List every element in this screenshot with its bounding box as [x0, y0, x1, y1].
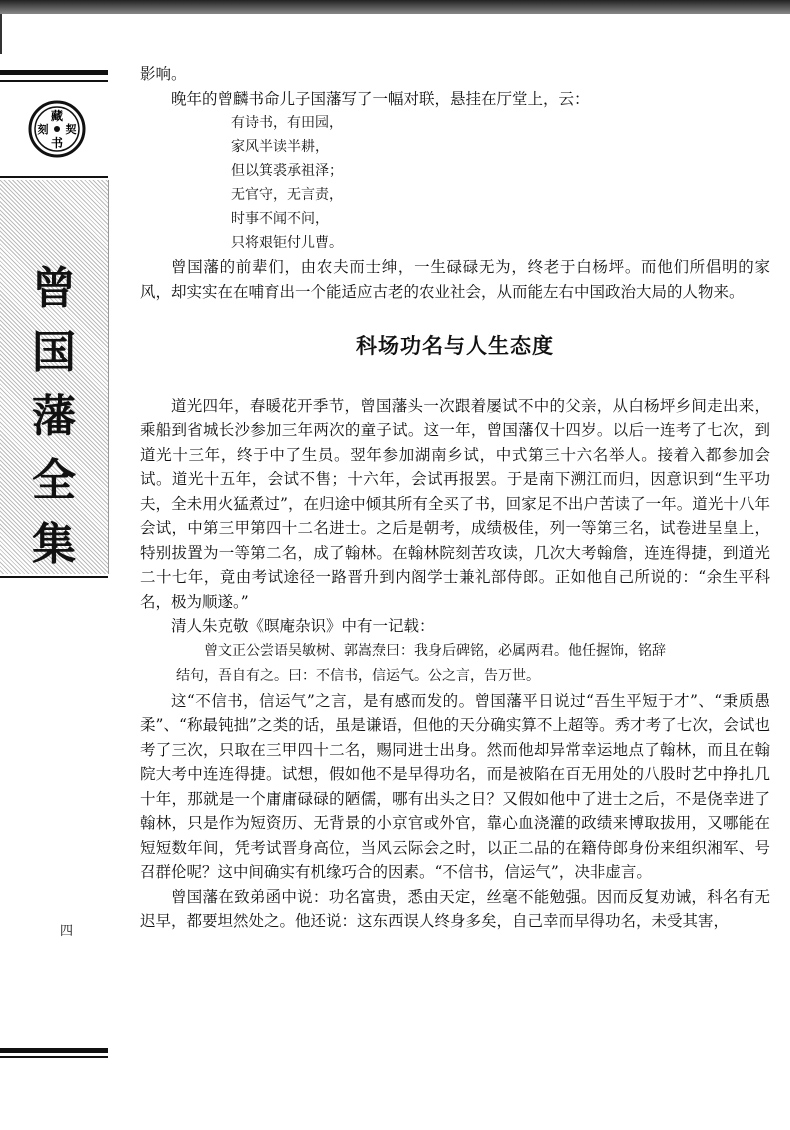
paragraph-1: 晚年的曾麟书命儿子国藩写了一幅对联，悬挂在厅堂上，云： [171, 89, 590, 108]
poem-line-5: 时事不闻不问， [231, 211, 329, 227]
sidebar-band-bottom-thin [0, 1056, 108, 1058]
quote-line-2: 结句，吾自有之。曰：不信书，信运气。公之言，告万世。 [176, 667, 540, 684]
svg-text:藏: 藏 [50, 109, 64, 123]
page-number: 四 [60, 924, 74, 939]
svg-text:契: 契 [65, 123, 77, 136]
sidebar-band-lower [0, 576, 108, 578]
quote-line-1: 曾文正公尝语吴敏树、郭嵩焘曰：我身后碑铭，必属两君。他任握饰，铭辞 [204, 642, 666, 659]
sidebar-band-bottom [0, 1048, 108, 1053]
top-border [0, 0, 790, 14]
page-content [140, 62, 770, 934]
section-title: 科场功名与人生态度 [356, 334, 554, 358]
vertical-title-char-5: 集 [32, 519, 76, 570]
sidebar-band-top-thin [0, 80, 108, 82]
paragraph-4: 清人朱克敬《暝庵杂识》中有一记载： [171, 617, 435, 635]
vertical-title-char-3: 藩 [32, 391, 76, 442]
svg-text:书: 书 [50, 136, 64, 150]
vertical-title-char-2: 国 [32, 327, 76, 378]
poem-line-4: 无官守，无言责， [231, 187, 343, 203]
sidebar [0, 0, 112, 1130]
paragraph-5: 这“不信书，信运气”之言，是有感而发的。曾国藩平日说过“吾生平短于才”、“秉质愚柔”、“称最钝拙”之类的话，虽是谦语，但他的天分确实算不上超等。秀才考了七次，会试也考了三次，只取在三甲四十二名，赐同进士出身。然而他却异常幸运地点了翰林，而且在翰院大考中连连得捷。试想，假如他不是早得功名，而是被陷在百无用处的八股时艺中挣扎几十年，那就是一个庸庸碌碌的陋儒，哪有出头之日？又假如他中了进士之后，不是侥幸进了翰林，只是作为短资历、无背景的小京官或外官，靠心血浇灌的政绩来博取拔用，又哪能在短短数年间，凭考试晋身高位，当风云际会之时，以正二品的在籍侍郎身份来组织湘军、号召群伦呢？这中间确实有机缘巧合的因素。“不信书，信运气”，决非虚言。 [140, 691, 770, 881]
poem-line-6: 只将艰钜付儿曹。 [231, 235, 343, 251]
poem-line-2: 家风半读半耕， [231, 139, 329, 155]
sidebar-band-mid [0, 176, 108, 178]
seal-logo-icon [28, 100, 86, 158]
vertical-title-char-4: 全 [32, 455, 76, 506]
sidebar-rule [0, 14, 2, 54]
poem-line-1: 有诗书，有田园， [231, 115, 343, 131]
paragraph-0: 影响。 [140, 65, 187, 83]
paragraph-6: 曾国藩在致弟函中说：功名富贵，悉由天定，丝毫不能勉强。因而反复劝诫，科名有无迟早，都要坦然处之。他还说：这东西误人终身多矣，自己幸而早得功名，未受其害， [140, 887, 770, 930]
sidebar-band-top [0, 70, 108, 75]
paragraph-2: 曾国藩的前辈们，由农夫而士绅，一生碌碌无为，终老于白杨坪。而他们所倡明的家风，却实实在在哺育出一个能适应古老的农业社会，从而能左右中国政治大局的人物来。 [140, 258, 770, 301]
vertical-title-char-1: 曾 [32, 263, 76, 314]
paragraph-3: 道光四年，春暖花开季节，曾国藩头一次跟着屡试不中的父亲，从白杨坪乡间走出来，乘船到省城长沙参加三年两次的童子试。这一年，曾国藩仅十四岁。以后一连考了七次，到道光十三年，终于中了生员。翌年参加湖南乡试，中式第三十六名举人。接着入都参加会试。道光十五年，会试不售；十六年，会试再报罢。于是南下溯江而归，因意识到“生平功夫，全未用火猛煮过”，在归途中倾其所有全买了书，回家足不出户苦读了一年。道光十八年会试，中第三甲第四十二名进士。之后是朝考，成绩极佳，列一等第三名，试卷进呈皇上，特别拔置为一等第二名，成了翰林。在翰林院刻苦攻读，几次大考翰詹，连连得捷，到道光二十七年，竟由考试途径一路晋升到内阁学士兼礼部侍郎。正如他自己所说的：“余生平科名，极为顺遂。” [140, 396, 770, 611]
poem-line-3: 但以箕裘承祖泽； [231, 163, 343, 179]
svg-text:刻: 刻 [37, 123, 49, 136]
